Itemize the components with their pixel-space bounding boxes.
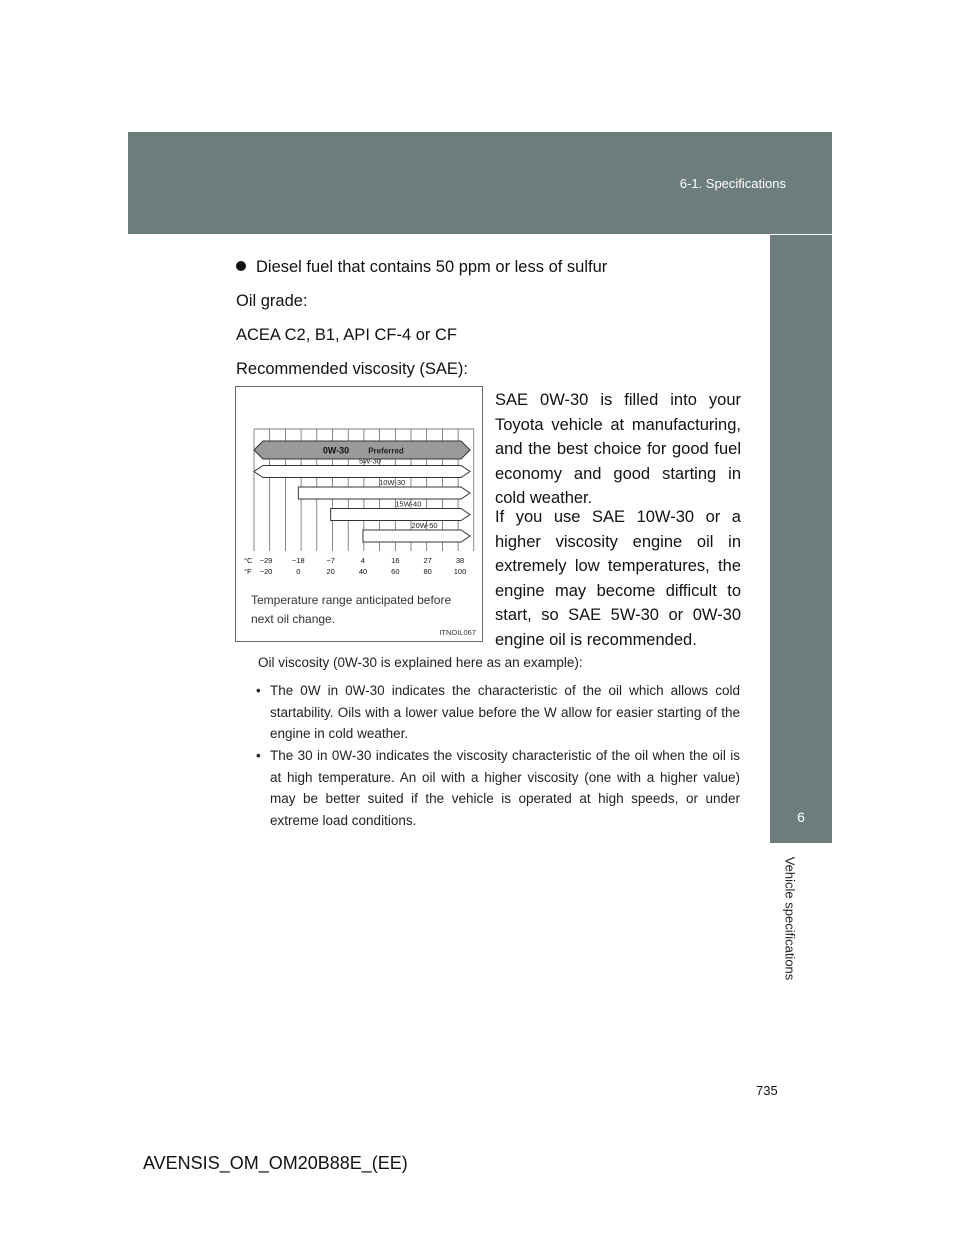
note-lead: Oil viscosity (0W-30 is explained here as an example): xyxy=(258,655,583,670)
tick-label-f: 100 xyxy=(453,567,467,576)
tick-label-f: −20 xyxy=(259,567,273,576)
figure-caption: Temperature range anticipated before next oil change. xyxy=(251,593,452,626)
tick-label-c: −18 xyxy=(291,556,305,565)
grade-label: 10W-30 xyxy=(379,478,406,487)
tick-label-c: −7 xyxy=(326,556,335,565)
grade-band-20w-50 xyxy=(363,530,470,542)
tick-label-c: 27 xyxy=(423,556,432,565)
grade-band-10w-30 xyxy=(298,487,470,499)
tick-label-c: −29 xyxy=(259,556,273,565)
note-item-text: The 30 in 0W-30 indicates the viscosity characteristic of the oil when the oil is at high temperature. An oil with a higher viscosity (one with a higher value) may be better suited if the vehicle is operated at high speeds, or under extreme load conditions. xyxy=(270,748,740,828)
section-title: 6-1. Specifications xyxy=(679,176,786,191)
chapter-number: 6 xyxy=(797,809,805,825)
preferred-label: Preferred xyxy=(368,446,404,456)
bullet-text: Diesel fuel that contains 50 ppm or less of sulfur xyxy=(256,258,608,276)
note-item-text: The 0W in 0W-30 indicates the characteristic of the oil which allows cold startability. Oils with a lower value before the W allow for easier starting of the engine in cold weather. xyxy=(270,683,740,741)
document-code: AVENSIS_OM_OM20B88E_(EE) xyxy=(143,1153,408,1173)
unit-celsius: °C xyxy=(244,556,253,565)
chapter-label: Vehicle specifications xyxy=(782,856,798,980)
bullet-icon xyxy=(236,261,246,271)
bullet-icon: • xyxy=(256,748,261,763)
tick-label-c: 4 xyxy=(360,556,366,565)
tick-label-f: 0 xyxy=(296,567,301,576)
paragraph-warning: If you use SAE 10W-30 or a higher viscosity engine oil in extremely low temperatures, the engine may become difficult to start, so SAE 5W-30 or 0W-30 engine oil is recommended. xyxy=(495,508,741,649)
paragraph-recommendation: SAE 0W-30 is filled into your Toyota vehicle at manufacturing, and the best choice for good fuel economy and good starting in cold weather. xyxy=(495,391,741,507)
oil-grade-label: Oil grade: xyxy=(236,292,308,310)
grade-band-5w-30 xyxy=(254,466,470,478)
bullet-line xyxy=(236,258,607,277)
bullet-icon: • xyxy=(256,683,261,698)
grade-label: 5W-30 xyxy=(359,456,381,466)
viscosity-chart xyxy=(236,387,482,587)
note-item xyxy=(256,745,740,831)
tick-label-c: 38 xyxy=(455,556,465,565)
tick-label-f: 40 xyxy=(358,567,368,576)
tick-label-f: 60 xyxy=(391,567,400,576)
grade-label: 20W-50 xyxy=(411,521,438,530)
grade-label: 0W-30 xyxy=(322,445,350,456)
grade-label: 15W-40 xyxy=(395,499,422,509)
grade-band-15w-40 xyxy=(331,509,470,521)
note-item xyxy=(256,680,740,745)
chapter-tab xyxy=(770,235,832,843)
viscosity-figure xyxy=(235,386,483,642)
unit-fahrenheit: °F xyxy=(244,567,252,576)
figure-code: ITNOIL067 xyxy=(439,628,476,637)
page-number: 735 xyxy=(756,1083,778,1098)
viscosity-label: Recommended viscosity (SAE): xyxy=(236,360,468,378)
tick-label-c: 16 xyxy=(391,556,400,565)
tick-label-f: 80 xyxy=(423,567,432,576)
tick-label-f: 20 xyxy=(326,567,335,576)
header-band xyxy=(128,132,832,234)
oil-grade-value: ACEA C2, B1, API CF-4 or CF xyxy=(236,326,457,344)
